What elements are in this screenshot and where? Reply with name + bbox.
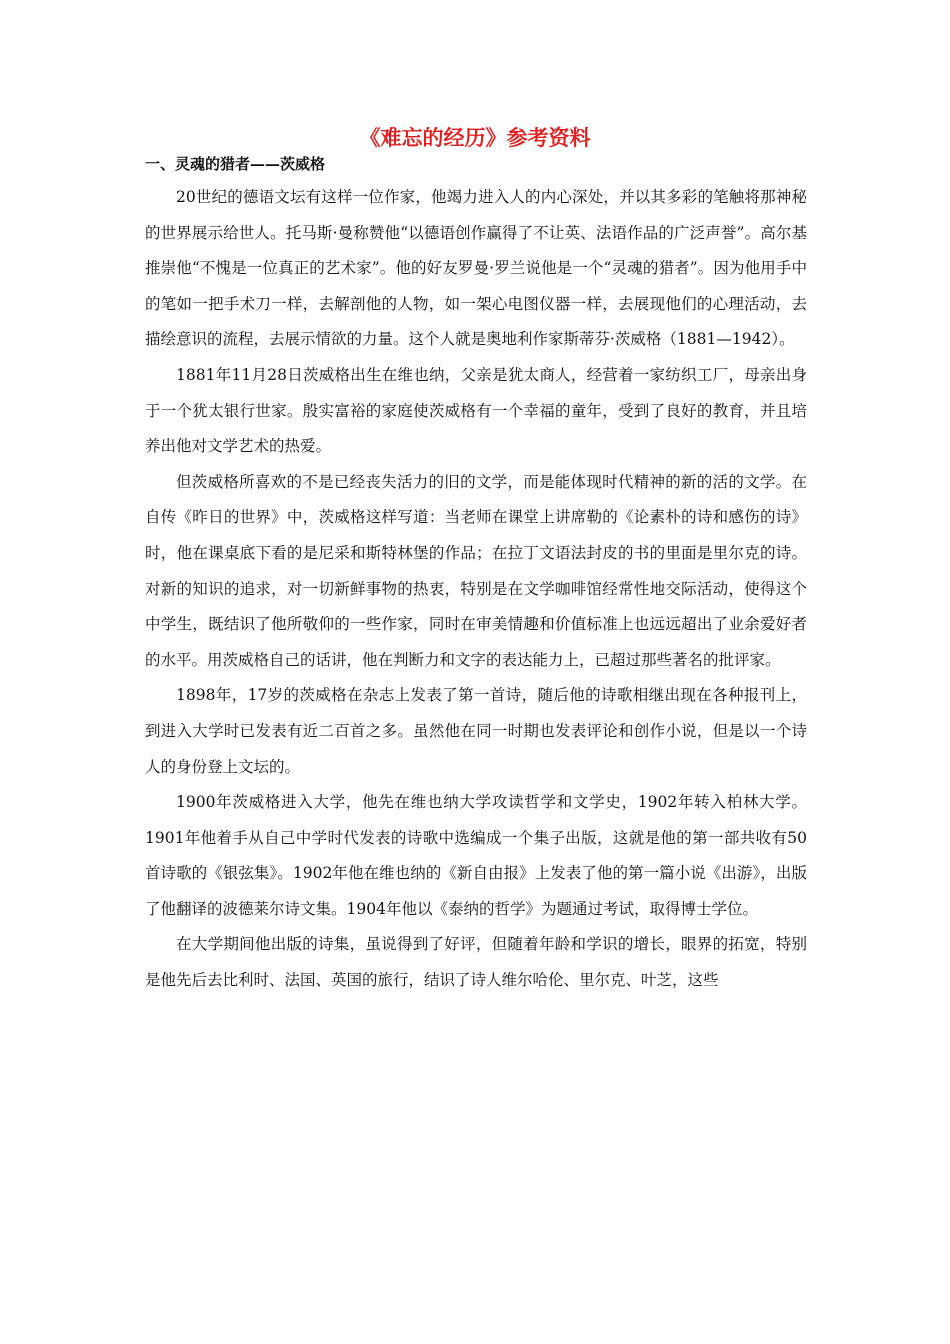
paragraph: 在大学期间他出版的诗集，虽说得到了好评，但随着年龄和学识的增长，眼界的拓宽，特别是他先后去比利时、法国、英国的旅行，结识了诗人维尔哈伦、里尔克、叶芝，这些 [145, 935, 807, 990]
section-heading: 一、灵魂的猎者——茨威格 [145, 155, 326, 173]
paragraph: 1881年11月28日茨威格出生在维也纳，父亲是犹太商人，经营着一家纺织工厂，母亲出身于一个犹太银行世家。殷实富裕的家庭使茨威格有一个幸福的童年，受到了良好的教育，并且培养出他对文学艺术的热爱。 [145, 365, 807, 456]
document-title: 《难忘的经历》参考资料 [359, 125, 591, 150]
paragraph: 1900年茨威格进入大学，他先在维也纳大学攻读哲学和文学史，1902年转入柏林大学。1901年他着手从自己中学时代发表的诗歌中选编成一个集子出版，这就是他的第一部共收有50首诗歌的《银弦集》。1902年他在维也纳的《新自由报》上发表了他的第一篇小说《出游》，出版了他翻译的波德莱尔诗文集。1904年他以《泰纳的哲学》为题通过考试，取得博士学位。 [145, 793, 807, 918]
paragraph: 但茨威格所喜欢的不是已经丧失活力的旧的文学，而是能体现时代精神的新的活的文学。在自传《昨日的世界》中，茨威格这样写道：当老师在课堂上讲席勒的《论素朴的诗和感伤的诗》时，他在课桌底下看的是尼采和斯特林堡的作品；在拉丁文语法封皮的书的里面是里尔克的诗。对新的知识的追求，对一切新鲜事物的热衷，特别是在文学咖啡馆经常性地交际活动，使得这个中学生，既结识了他所敬仰的一些作家，同时在审美情趣和价值标准上也远远超出了业余爱好者的水平。用茨威格自己的话讲，他在判断力和文字的表达能力上，已超过那些著名的批评家。 [145, 472, 807, 669]
paragraph: 1898年，17岁的茨威格在杂志上发表了第一首诗，随后他的诗歌相继出现在各种报刊上，到进入大学时已发表有近二百首之多。虽然他在同一时期也发表评论和创作小说，但是以一个诗人的身份登上文坛的。 [145, 686, 807, 776]
document-body [145, 180, 807, 999]
paragraph: 20世纪的德语文坛有这样一位作家，他竭力进入人的内心深处，并以其多彩的笔触将那神秘的世界展示给世人。托马斯·曼称赞他“以德语创作赢得了不让英、法语作品的广泛声誉”。高尔基推崇他“不愧是一位真正的艺术家”。他的好友罗曼·罗兰说他是一个“灵魂的猎者”。因为他用手中的笔如一把手术刀一样，去解剖他的人物，如一架心电图仪器一样，去展现他们的心理活动，去描绘意识的流程，去展示情欲的力量。这个人就是奥地利作家斯蒂芬·茨威格（1881—1942）。 [145, 188, 807, 349]
